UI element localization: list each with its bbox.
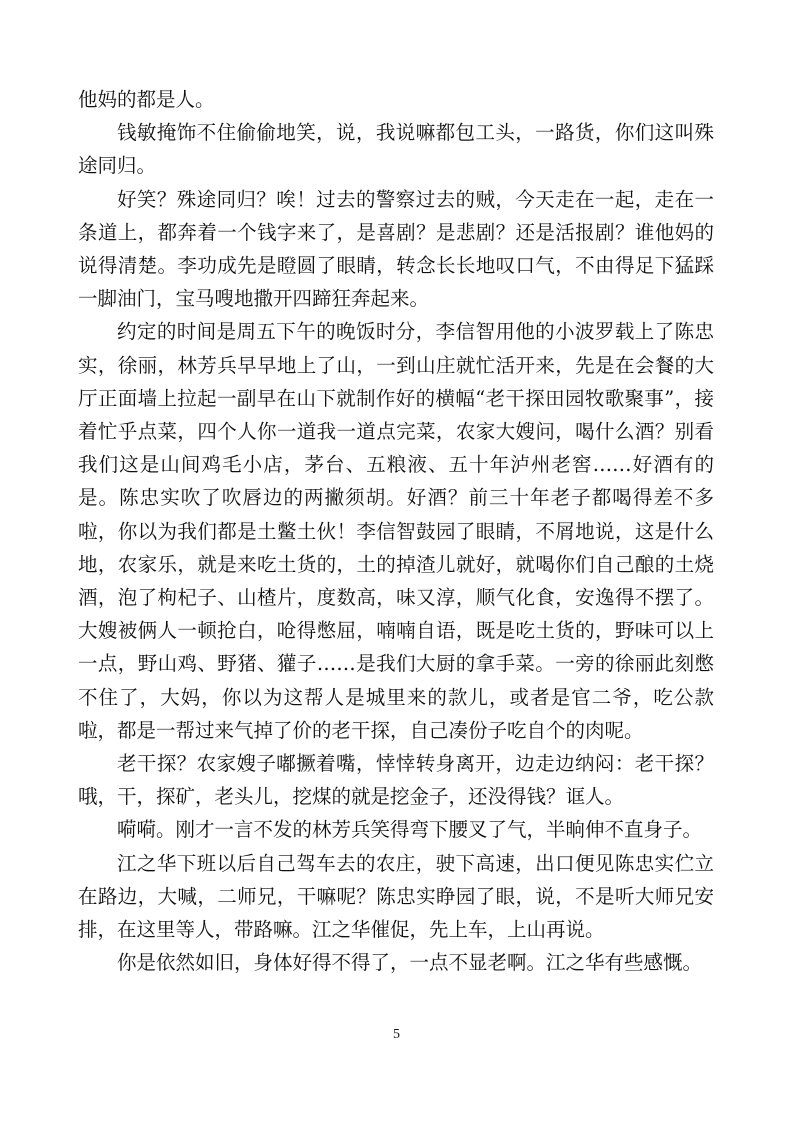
paragraph: 约定的时间是周五下午的晚饭时分，李信智用他的小波罗载上了陈忠实，徐丽，林芳兵早早地上了山，一到山庄就忙活开来，先是在会餐的大厅正面墙上拉起一副早在山下就制作好的横幅“老干探田园牧歌聚事”，接着忙乎点菜，四个人你一道我一道点完菜，农家大嫂问，喝什么酒？别看我们这是山间鸡毛小店，茅台、五粮液、五十年泸州老窖……好酒有的是。陈忠实吹了吹唇边的两撇须胡。好酒？前三十年老子都喝得差不多啦，你以为我们都是土鳖土伙！李信智鼓园了眼睛，不屑地说，这是什么地，农家乐，就是来吃土货的，土的掉渣儿就好，就喝你们自己酿的土烧酒，泡了枸杞子、山楂片，度数高，味又淳，顺气化食，安逸得不摆了。大嫂被俩人一顿抢白，呛得憋屈，喃喃自语，既是吃土货的，野味可以上一点，野山鸡、野猪、獾子……是我们大厨的拿手菜。一旁的徐丽此刻憋不住了，大妈，你以为这帮人是城里来的款儿，或者是官二爷，吃公款啦，都是一帮过来气掉了价的老干探，自己凑份子吃自个的肉呢。	[78, 320, 714, 742]
paragraph: 江之华下班以后自己驾车去的农庄，驶下高速，出口便见陈忠实伫立在路边，大喊，二师兄，干嘛呢？陈忠实睁园了眼，说，不是听大师兄安排，在这里等人，带路嘛。江之华催促，先上车，上山再说。	[78, 851, 714, 942]
body-text	[78, 83, 714, 979]
paragraph: 钱敏掩饰不住偷偷地笑，说，我说嘛都包工头，一路货，你们这叫殊途同归。	[78, 121, 714, 178]
paragraph: 你是依然如旧，身体好得不得了，一点不显老啊。江之华有些感慨。	[117, 951, 703, 975]
paragraph: 嗬嗬。刚才一言不发的林芳兵笑得弯下腰叉了气，半晌伸不直身子。	[117, 818, 703, 842]
paragraph: 老干探？农家嫂子嘟撅着嘴，悻悻转身离开，边走边纳闷：老干探？哦，干，探矿，老头儿，挖煤的就是挖金子，还没得钱？诓人。	[78, 752, 714, 809]
page-number: 5	[393, 1027, 400, 1042]
paragraph-continuation: 他妈的都是人。	[78, 88, 215, 111]
paragraph: 好笑？殊途同归？唉！过去的警察过去的贼，今天走在一起，走在一条道上，都奔着一个钱字来了，是喜剧？是悲剧？还是活报剧？谁他妈的说得清楚。李功成先是瞪圆了眼睛，转念长长地叹口气，不由得足下猛踩一脚油门，宝马嗖地撒开四蹄狂奔起来。	[78, 187, 714, 311]
